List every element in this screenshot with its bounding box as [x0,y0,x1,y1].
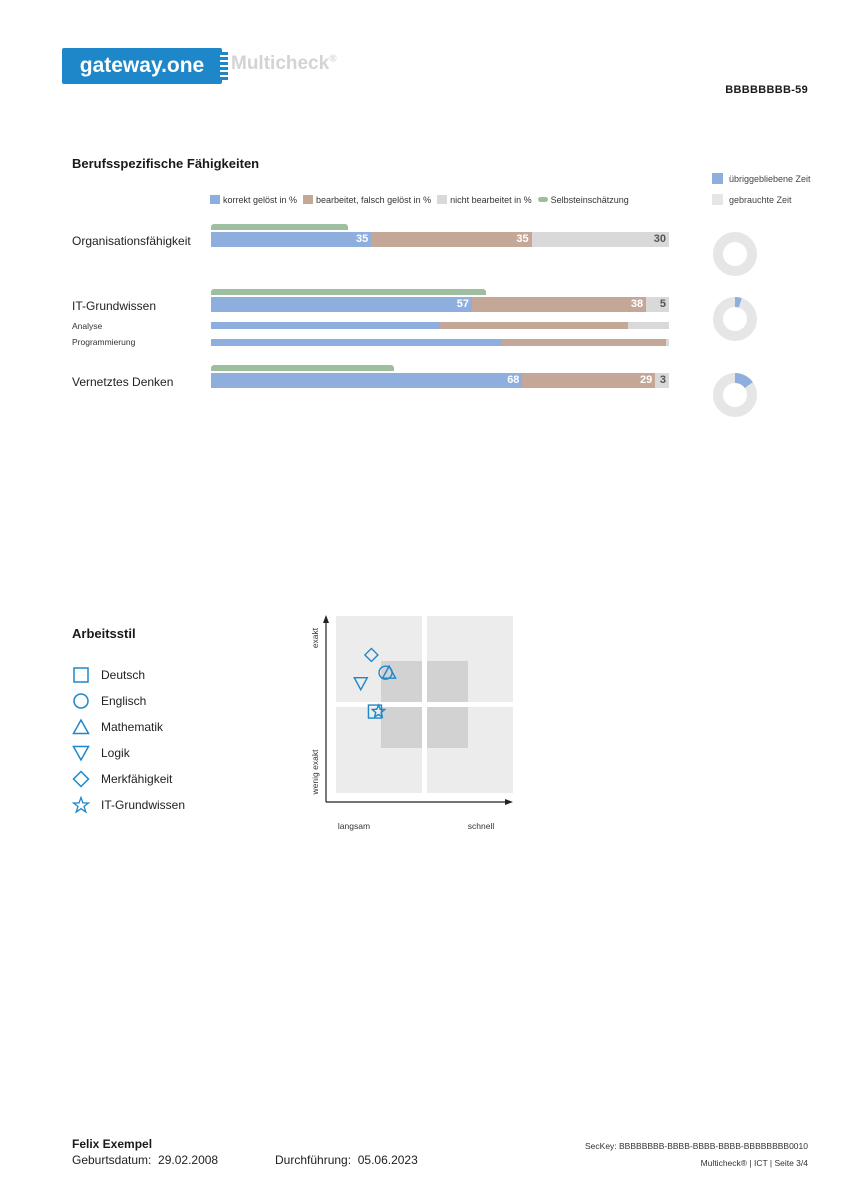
work-style-legend-item [72,718,163,736]
bar-segment-wrong: 38 [472,297,646,312]
work-style-label: Englisch [101,694,147,708]
bar-segment-wrong [440,322,628,329]
work-style-legend-item [72,666,145,684]
legend-self-label: Selbsteinschätzung [550,195,629,205]
birth-date-label: Geburtsdatum: [72,1153,152,1167]
y-axis-top-label: exakt [310,627,320,649]
donut-used-ring [718,237,752,271]
work-style-legend-item [72,692,146,710]
product-name: Multicheck [231,53,330,74]
legend-correct-label: korrekt gelöst in % [223,195,298,205]
bar-segment-wrong: 29 [522,373,655,388]
gateway-logo: gateway.one [62,48,222,84]
self-assessment-bar [211,224,348,230]
skill-label: IT-Grundwissen [72,299,157,313]
skill-label: Vernetztes Denken [72,375,174,389]
candidate-name: Felix Exempel [72,1137,153,1151]
time-legend-used [712,194,792,205]
time-donut [713,373,757,417]
star-icon [72,796,90,814]
time-legend-remaining [712,173,811,184]
time-donut [713,232,757,276]
multicheck-logo [231,53,337,75]
donut-remaining-arc [735,302,740,303]
legend-unanswered [437,195,532,205]
triangle-down-icon [72,744,90,762]
work-style-label: Deutsch [101,668,146,682]
bar-segment-correct [211,322,440,329]
sub-skill-label: Programmierung [72,337,136,347]
x-axis-left-label: langsam [337,821,371,831]
sub-skill-bar-analyse [211,322,669,329]
donut-used-ring [718,302,752,336]
legend-wrong-swatch [303,195,313,204]
skill-label: Organisationsfähigkeit [72,234,191,248]
legend-wrong [303,195,431,205]
bar-segment-correct: 68 [211,373,522,388]
page-info: Multicheck® | ICT | Seite 3/4 [700,1158,808,1168]
work-style-plot [300,610,525,840]
donut-remaining-arc [735,378,749,385]
time-used-label: gebrauchte Zeit [729,195,792,205]
time-remaining-swatch [712,173,723,184]
seckey: SecKey: BBBBBBBB-BBBB-BBBB-BBBB-BBBBBBBB0010 [585,1141,808,1151]
work-style-label: IT-Grundwissen [101,798,186,812]
sub-skill-bar-programmierung [211,339,669,346]
self-assessment-bar [211,289,486,295]
work-style-label: Mathematik [101,720,164,734]
document-id: BBBBBBBB-59 [725,84,808,96]
inner-square-top-right [427,661,468,702]
bar-segment-unanswered: 30 [532,232,669,247]
y-axis-arrow [323,615,329,623]
inner-square-bottom-left [381,707,422,748]
self-assessment-bar [211,365,394,371]
work-style-label: Logik [101,746,130,760]
legend-wrong-label: bearbeitet, falsch gelöst in % [316,195,432,205]
bar-segment-unanswered: 3 [655,373,669,388]
y-axis-bottom-label: wenig exakt [310,749,320,795]
product-mark: ® [329,53,337,65]
bar-segment-correct: 35 [211,232,371,247]
birth-date-value: 29.02.2008 [158,1153,219,1167]
legend-self [538,195,629,205]
bar-segment-correct [211,339,502,346]
sub-skill-label: Analyse [72,321,103,331]
skills-legend [210,195,629,205]
test-date-value: 05.06.2023 [357,1153,418,1167]
triangle-icon [72,718,90,736]
bar-segment-wrong: 35 [371,232,531,247]
time-donut [713,297,757,341]
skills-title: Berufsspezifische Fähigkeiten [72,156,260,171]
x-axis-right-label: schnell [467,821,495,831]
legend-correct-swatch [210,195,220,204]
legend-self-swatch [538,197,548,202]
skill-bar-it-grundwissen [211,297,669,312]
bar-segment-unanswered [628,322,669,329]
time-remaining-label: übriggebliebene Zeit [729,174,811,184]
bar-segment-unanswered: 5 [646,297,669,312]
diamond-icon [72,770,90,788]
work-style-label: Merkfähigkeit [101,772,173,786]
legend-unanswered-label: nicht bearbeitet in % [450,195,532,205]
square-icon [72,666,90,684]
test-date [275,1153,418,1167]
work-style-legend-item [72,744,130,762]
skill-bar-organisation [211,232,669,247]
x-axis-arrow [505,799,513,805]
inner-square-bottom-right [427,707,468,748]
circle-icon [72,692,90,710]
legend-unanswered-swatch [437,195,447,204]
inner-square-top-left [381,661,422,702]
birth-date [72,1153,218,1167]
legend-correct [210,195,297,205]
bar-segment-wrong [502,339,666,346]
bar-segment-unanswered [666,339,669,346]
test-date-label: Durchführung: [275,1153,352,1167]
bar-segment-correct: 57 [211,297,472,312]
work-style-legend-item [72,796,185,814]
work-style-title: Arbeitsstil [72,626,136,641]
skill-bar-vernetztes-denken [211,373,669,388]
work-style-legend-item [72,770,172,788]
time-used-swatch [712,194,723,205]
